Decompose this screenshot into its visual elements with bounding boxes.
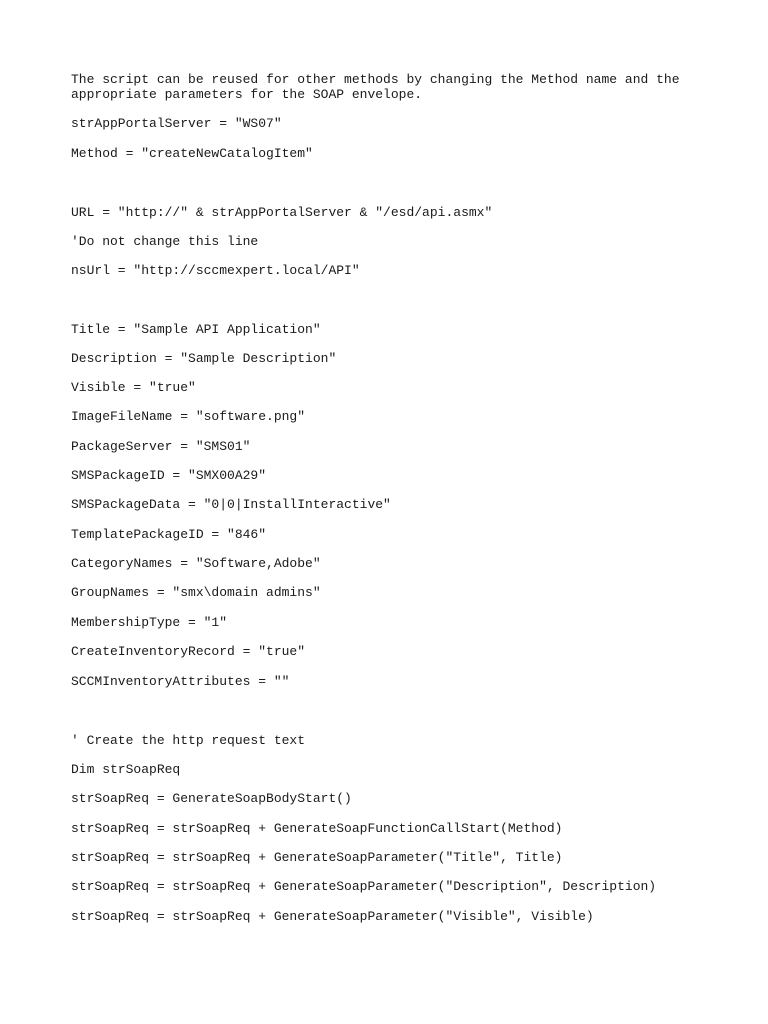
code-line: Description = "Sample Description" [71, 351, 337, 366]
code-line: SMSPackageData = "0|0|InstallInteractive" [71, 497, 391, 512]
code-line: SCCMInventoryAttributes = "" [71, 674, 290, 689]
code-line: PackageServer = "SMS01" [71, 439, 251, 454]
code-line: nsUrl = "http://sccmexpert.local/API" [71, 263, 360, 278]
code-line: TemplatePackageID = "846" [71, 527, 267, 542]
code-line: Dim strSoapReq [71, 762, 181, 777]
code-line: strSoapReq = strSoapReq + GenerateSoapParameter("Description", Description) [71, 879, 657, 894]
code-line: MembershipType = "1" [71, 615, 228, 630]
code-line: strSoapReq = strSoapReq + GenerateSoapParameter("Visible", Visible) [71, 909, 594, 924]
intro-line-2: appropriate parameters for the SOAP envelope. [71, 87, 423, 102]
code-line: ImageFileName = "software.png" [71, 409, 306, 424]
code-line: strSoapReq = strSoapReq + GenerateSoapParameter("Title", Title) [71, 850, 563, 865]
code-line: Title = "Sample API Application" [71, 322, 321, 337]
code-line: URL = "http://" & strAppPortalServer & "/esd/api.asmx" [71, 205, 493, 220]
code-line: CategoryNames = "Software,Adobe" [71, 556, 321, 571]
code-line: CreateInventoryRecord = "true" [71, 644, 306, 659]
intro-line-1: The script can be reused for other methods by changing the Method name and the [71, 72, 680, 87]
code-comment: 'Do not change this line [71, 234, 259, 249]
code-line: SMSPackageID = "SMX00A29" [71, 468, 267, 483]
code-line: Method = "createNewCatalogItem" [71, 146, 313, 161]
code-comment: ' Create the http request text [71, 733, 306, 748]
code-line: strSoapReq = strSoapReq + GenerateSoapFunctionCallStart(Method) [71, 821, 563, 836]
code-line: strAppPortalServer = "WS07" [71, 116, 282, 131]
code-line: Visible = "true" [71, 380, 196, 395]
code-line: strSoapReq = GenerateSoapBodyStart() [71, 791, 352, 806]
code-line: GroupNames = "smx\domain admins" [71, 585, 321, 600]
